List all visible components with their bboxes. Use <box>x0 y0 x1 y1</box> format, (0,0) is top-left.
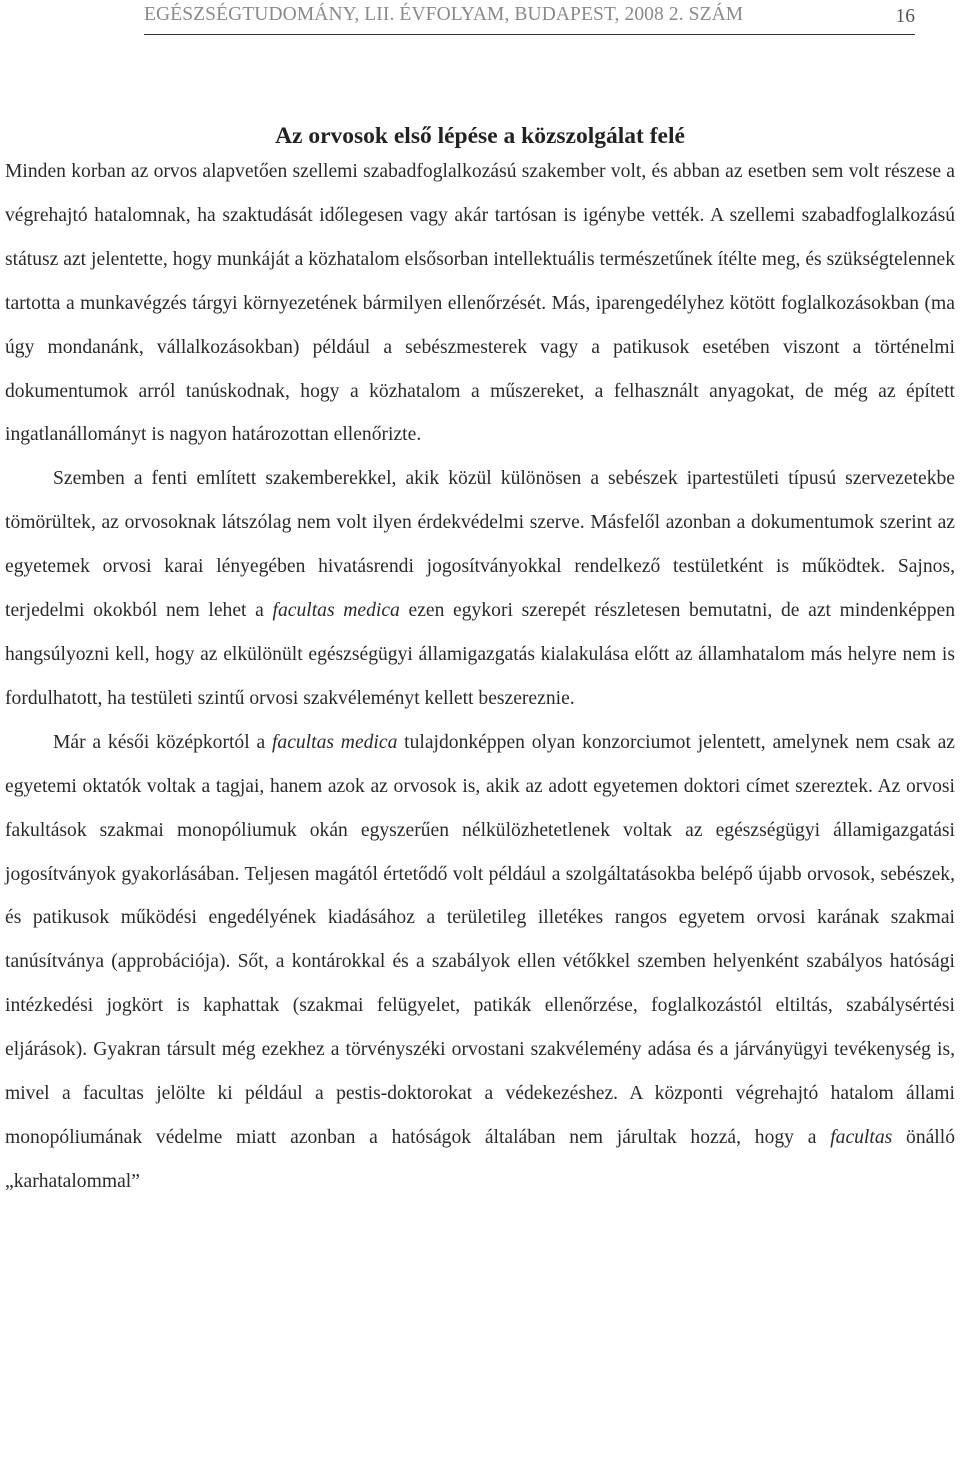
paragraph-2-text-a: Szemben a fenti említett szakemberekkel, akik közül különösen a sebészek ipartestületi típusú szervezetekbe tömörültek, az orvosoknak látszólag nem volt ilyen érdekvédelmi szerve. Másfelől azonban a dokumentumok szerint az egyetemek orvosi karai lényegében hivatásrendi jogosítványokkal rendelkező testületként is működtek. Sajnos, terjedelmi okokból nem lehet a <box>5 468 955 622</box>
paragraph-2-text-b: ezen egykori szerepét részletesen bemutatni, de azt mindenképpen hangsúlyozni kell, hogy az elkülönült egészségügyi államigazgatás kialakulása előtt az államhatalom más helyre nem is fordulhatott, ha testületi szintű orvosi szakvéleményt kellett beszereznie. <box>5 600 955 709</box>
document-page <box>5 0 955 1204</box>
paragraph-1: Minden korban az orvos alapvetően szellemi szabadfoglalkozású szakember volt, és abban az esetben sem volt részese a végrehajtó hatalomnak, ha szaktudását időlegesen vagy akár tartósan is igénybe vették. A szellemi szabadfoglalkozású státusz azt jelentette, hogy munkáját a közhatalom elsősorban intellektuális természetűnek ítélte meg, és szükségtelennek tartotta a munkavégzés tárgyi környezetének bármilyen ellenőrzését. Más, iparengedélyhez kötött foglalkozásokban (ma úgy mondanánk, vállalkozásokban) például a sebészmesterek vagy a patikusok esetében viszont a történelmi dokumentumok arról tanúskodnak, hogy a közhatalom a műszereket, a felhasznált anyagokat, de még az épített ingatlanállományt is nagyon határozottan ellenőrizte. <box>5 161 955 446</box>
paragraph-3 <box>5 721 955 1204</box>
page-number: 16 <box>895 6 915 27</box>
paragraph-3-text-c: önálló „karhatalommal” <box>5 1126 955 1192</box>
section-title: Az orvosok első lépése a közszolgálat felé <box>275 123 685 149</box>
paragraph-2 <box>5 457 955 720</box>
italic-term: facultas <box>830 1126 893 1148</box>
running-header <box>144 0 915 35</box>
paragraph-3-text-b: tulajdonképpen olyan konzorciumot jelentett, amelynek nem csak az egyetemi oktatók voltak a tagjai, hanem azok az orvosok is, akik az adott egyetemen doktori címet szereztek. Az orvosi fakultások szakmai monopóliumuk okán egyszerűen nélkülözhetetlenek voltak az egészségügyi államigazgatási jogosítványok gyakorlásában. Teljesen magától értetődő volt például a szolgáltatásokba belépő újabb orvosok, sebészek, és patikusok működési engedélyének kiadásához a területileg illetékes rangos egyetem orvosi karának szakmai tanúsítványa (approbációja). Sőt, a kontárokkal és a szabályok ellen vétőkkel szemben helyenként szabályos hatósági intézkedési jogkört is kaphattak (szakmai felügyelet, patikák ellenőrzése, foglalkozástól eltiltás, szabálysértési eljárások). Gyakran társult még ezekhez a törvényszéki orvostani szakvélemény adása és a járványügyi tevékenység is, mivel a facultas jelölte ki például a pestis-doktorokat a védekezéshez. A központi végrehajtó hatalom állami monopóliumának védelme miatt azonban a hatóságok általában nem járultak hozzá, hogy a <box>5 731 955 1148</box>
italic-term: facultas medica <box>271 731 398 753</box>
italic-term: facultas medica <box>272 600 400 622</box>
paragraph-3-text-a: Már a késői középkortól a <box>53 731 272 753</box>
journal-citation: EGÉSZSÉGTUDOMÁNY, LII. ÉVFOLYAM, BUDAPEST, 2008 2. SZÁM <box>144 4 744 25</box>
body-text <box>5 150 955 1204</box>
